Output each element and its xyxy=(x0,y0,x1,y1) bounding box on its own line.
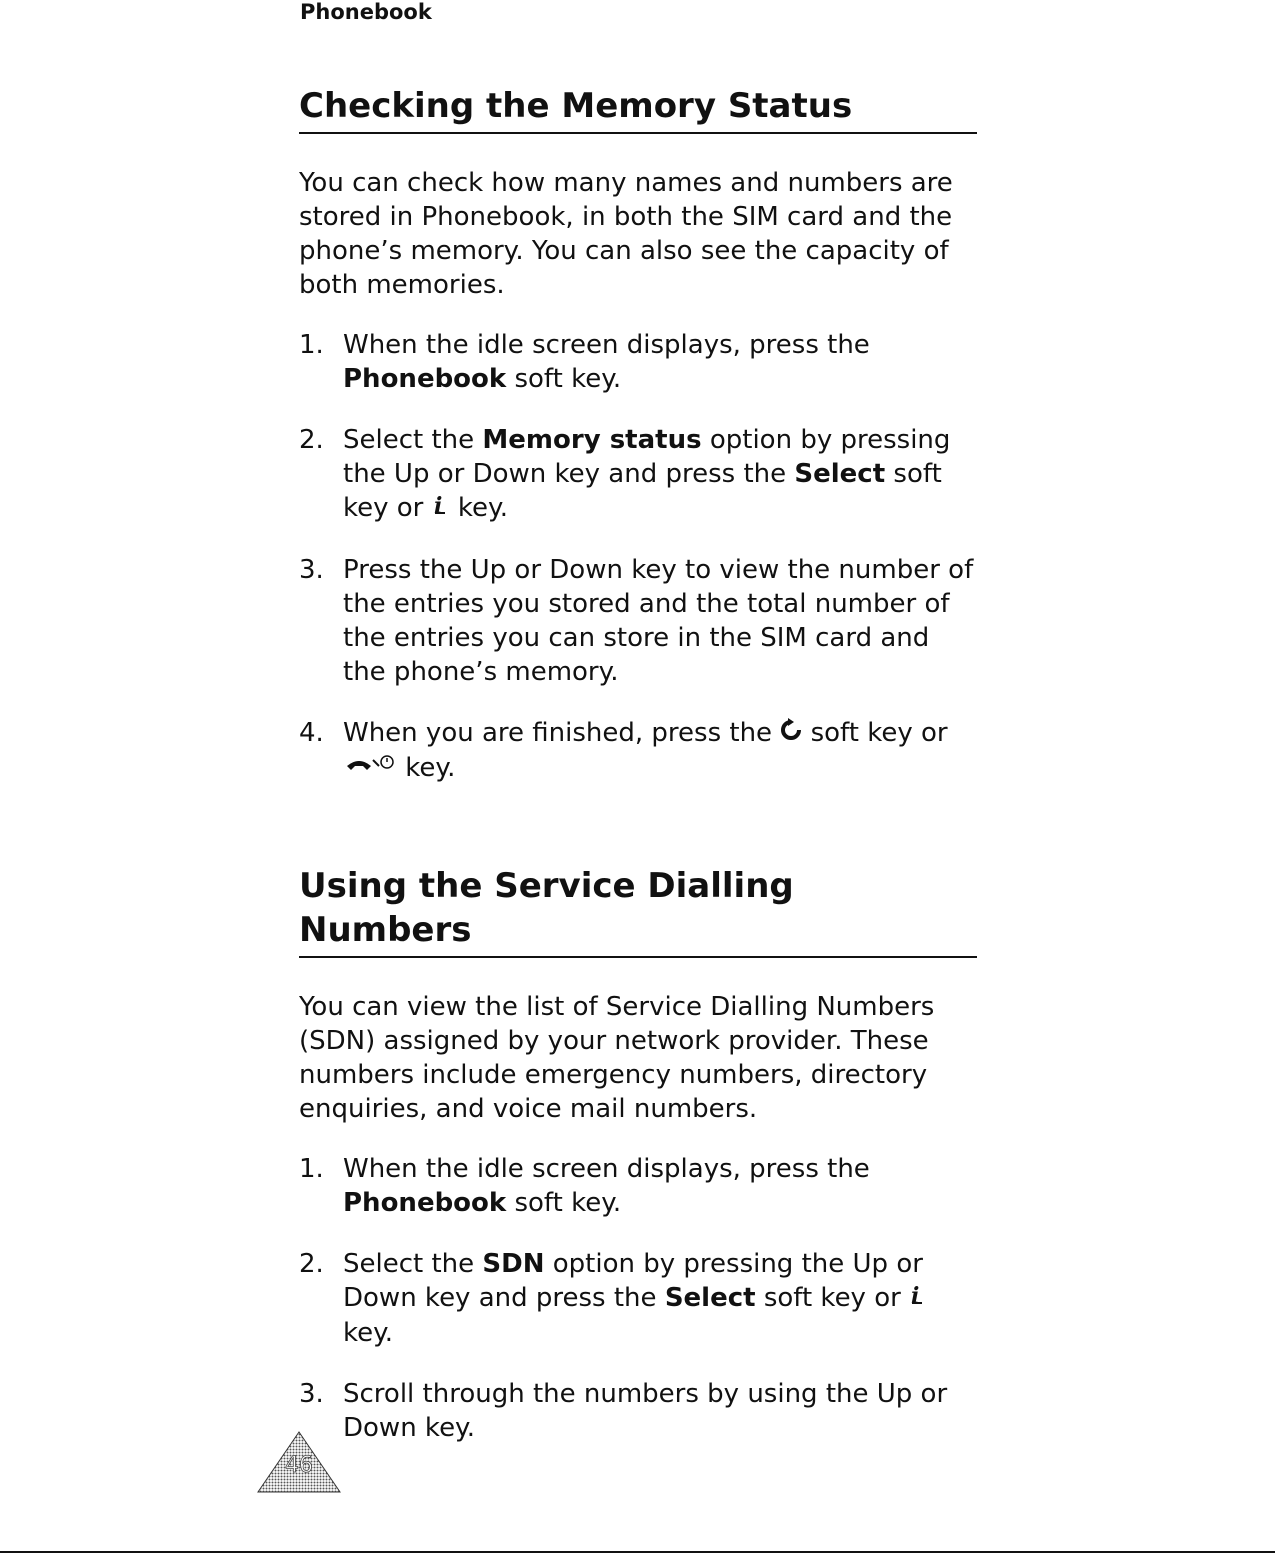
step-number: 3. xyxy=(299,1378,324,1409)
step-number: 1. xyxy=(299,330,324,360)
bottom-divider xyxy=(0,1551,1275,1553)
step-text: Select the xyxy=(343,1249,483,1279)
back-soft-key-icon xyxy=(780,716,802,751)
step-text: Scroll through the numbers by using the Up or Down key. xyxy=(343,1378,948,1443)
step-text: soft key or xyxy=(343,459,942,523)
step-text: Press the Up or Down key to view the number of the entries you stored and the total number of the entries you can store in the SIM card and the phone’s memory. xyxy=(343,554,974,687)
step-number: 2. xyxy=(299,425,324,455)
step-number: 2. xyxy=(299,1249,324,1279)
step-text: soft key or xyxy=(755,1283,910,1313)
sdn-steps xyxy=(299,1152,977,1445)
step-number: 3. xyxy=(299,554,324,585)
list-item xyxy=(299,1152,977,1220)
end-call-key-icon xyxy=(343,751,397,785)
step-number: 1. xyxy=(299,1154,324,1184)
info-key-icon xyxy=(909,1282,927,1316)
step-text: When the idle screen displays, press the xyxy=(343,330,870,360)
step-bold-term: Phonebook xyxy=(343,364,507,394)
step-text: When the idle screen displays, press the xyxy=(343,1154,870,1184)
step-text: key. xyxy=(397,752,456,783)
step-bold-term: Select xyxy=(664,1283,756,1313)
list-item xyxy=(299,553,977,689)
sdn-section xyxy=(299,864,977,1472)
list-item xyxy=(299,328,977,396)
page-number: 46 xyxy=(285,1453,313,1478)
svg-text:i: i xyxy=(911,1282,920,1307)
step-bold-term: SDN xyxy=(482,1249,545,1279)
step-text: option by pressing the Up or Down key and press the xyxy=(343,425,951,489)
step-number: 4. xyxy=(299,717,324,748)
list-item xyxy=(299,1247,977,1350)
svg-text:i: i xyxy=(433,492,442,517)
step-bold-term: Memory status xyxy=(482,425,702,455)
memory-status-intro: You can check how many names and numbers are stored in Phonebook, in both the SIM card and the phone’s memory. You can also see the capacity of both memories. xyxy=(299,168,953,300)
sdn-intro: You can view the list of Service Dialling Numbers (SDN) assigned by your network provider. These numbers include emergency numbers, directory enquiries, and voice mail numbers. xyxy=(299,992,935,1124)
list-item xyxy=(299,1377,977,1445)
memory-status-steps xyxy=(299,328,977,785)
info-key-icon xyxy=(432,492,450,526)
page-number-triangle-icon xyxy=(256,1430,342,1494)
memory-status-section xyxy=(299,84,977,812)
step-text: When you are finished, press the xyxy=(343,717,781,748)
running-header: Phonebook xyxy=(300,0,432,24)
step-text: option by pressing the Up or Down key and press the xyxy=(343,1249,923,1313)
step-bold-term: Select xyxy=(794,459,886,489)
list-item xyxy=(299,716,977,786)
list-item xyxy=(299,423,977,526)
step-text: key. xyxy=(449,493,508,523)
section-title-memory-status: Checking the Memory Status xyxy=(299,84,977,134)
step-text: key. xyxy=(343,1317,394,1348)
step-text: soft key. xyxy=(506,1188,622,1218)
step-text: Select the xyxy=(343,425,483,455)
step-text: soft key. xyxy=(506,364,622,394)
step-bold-term: Phonebook xyxy=(343,1188,507,1218)
step-text: soft key or xyxy=(802,717,948,748)
section-title-sdn: Using the Service Dialling Numbers xyxy=(299,864,977,958)
page-number-badge xyxy=(256,1430,342,1494)
